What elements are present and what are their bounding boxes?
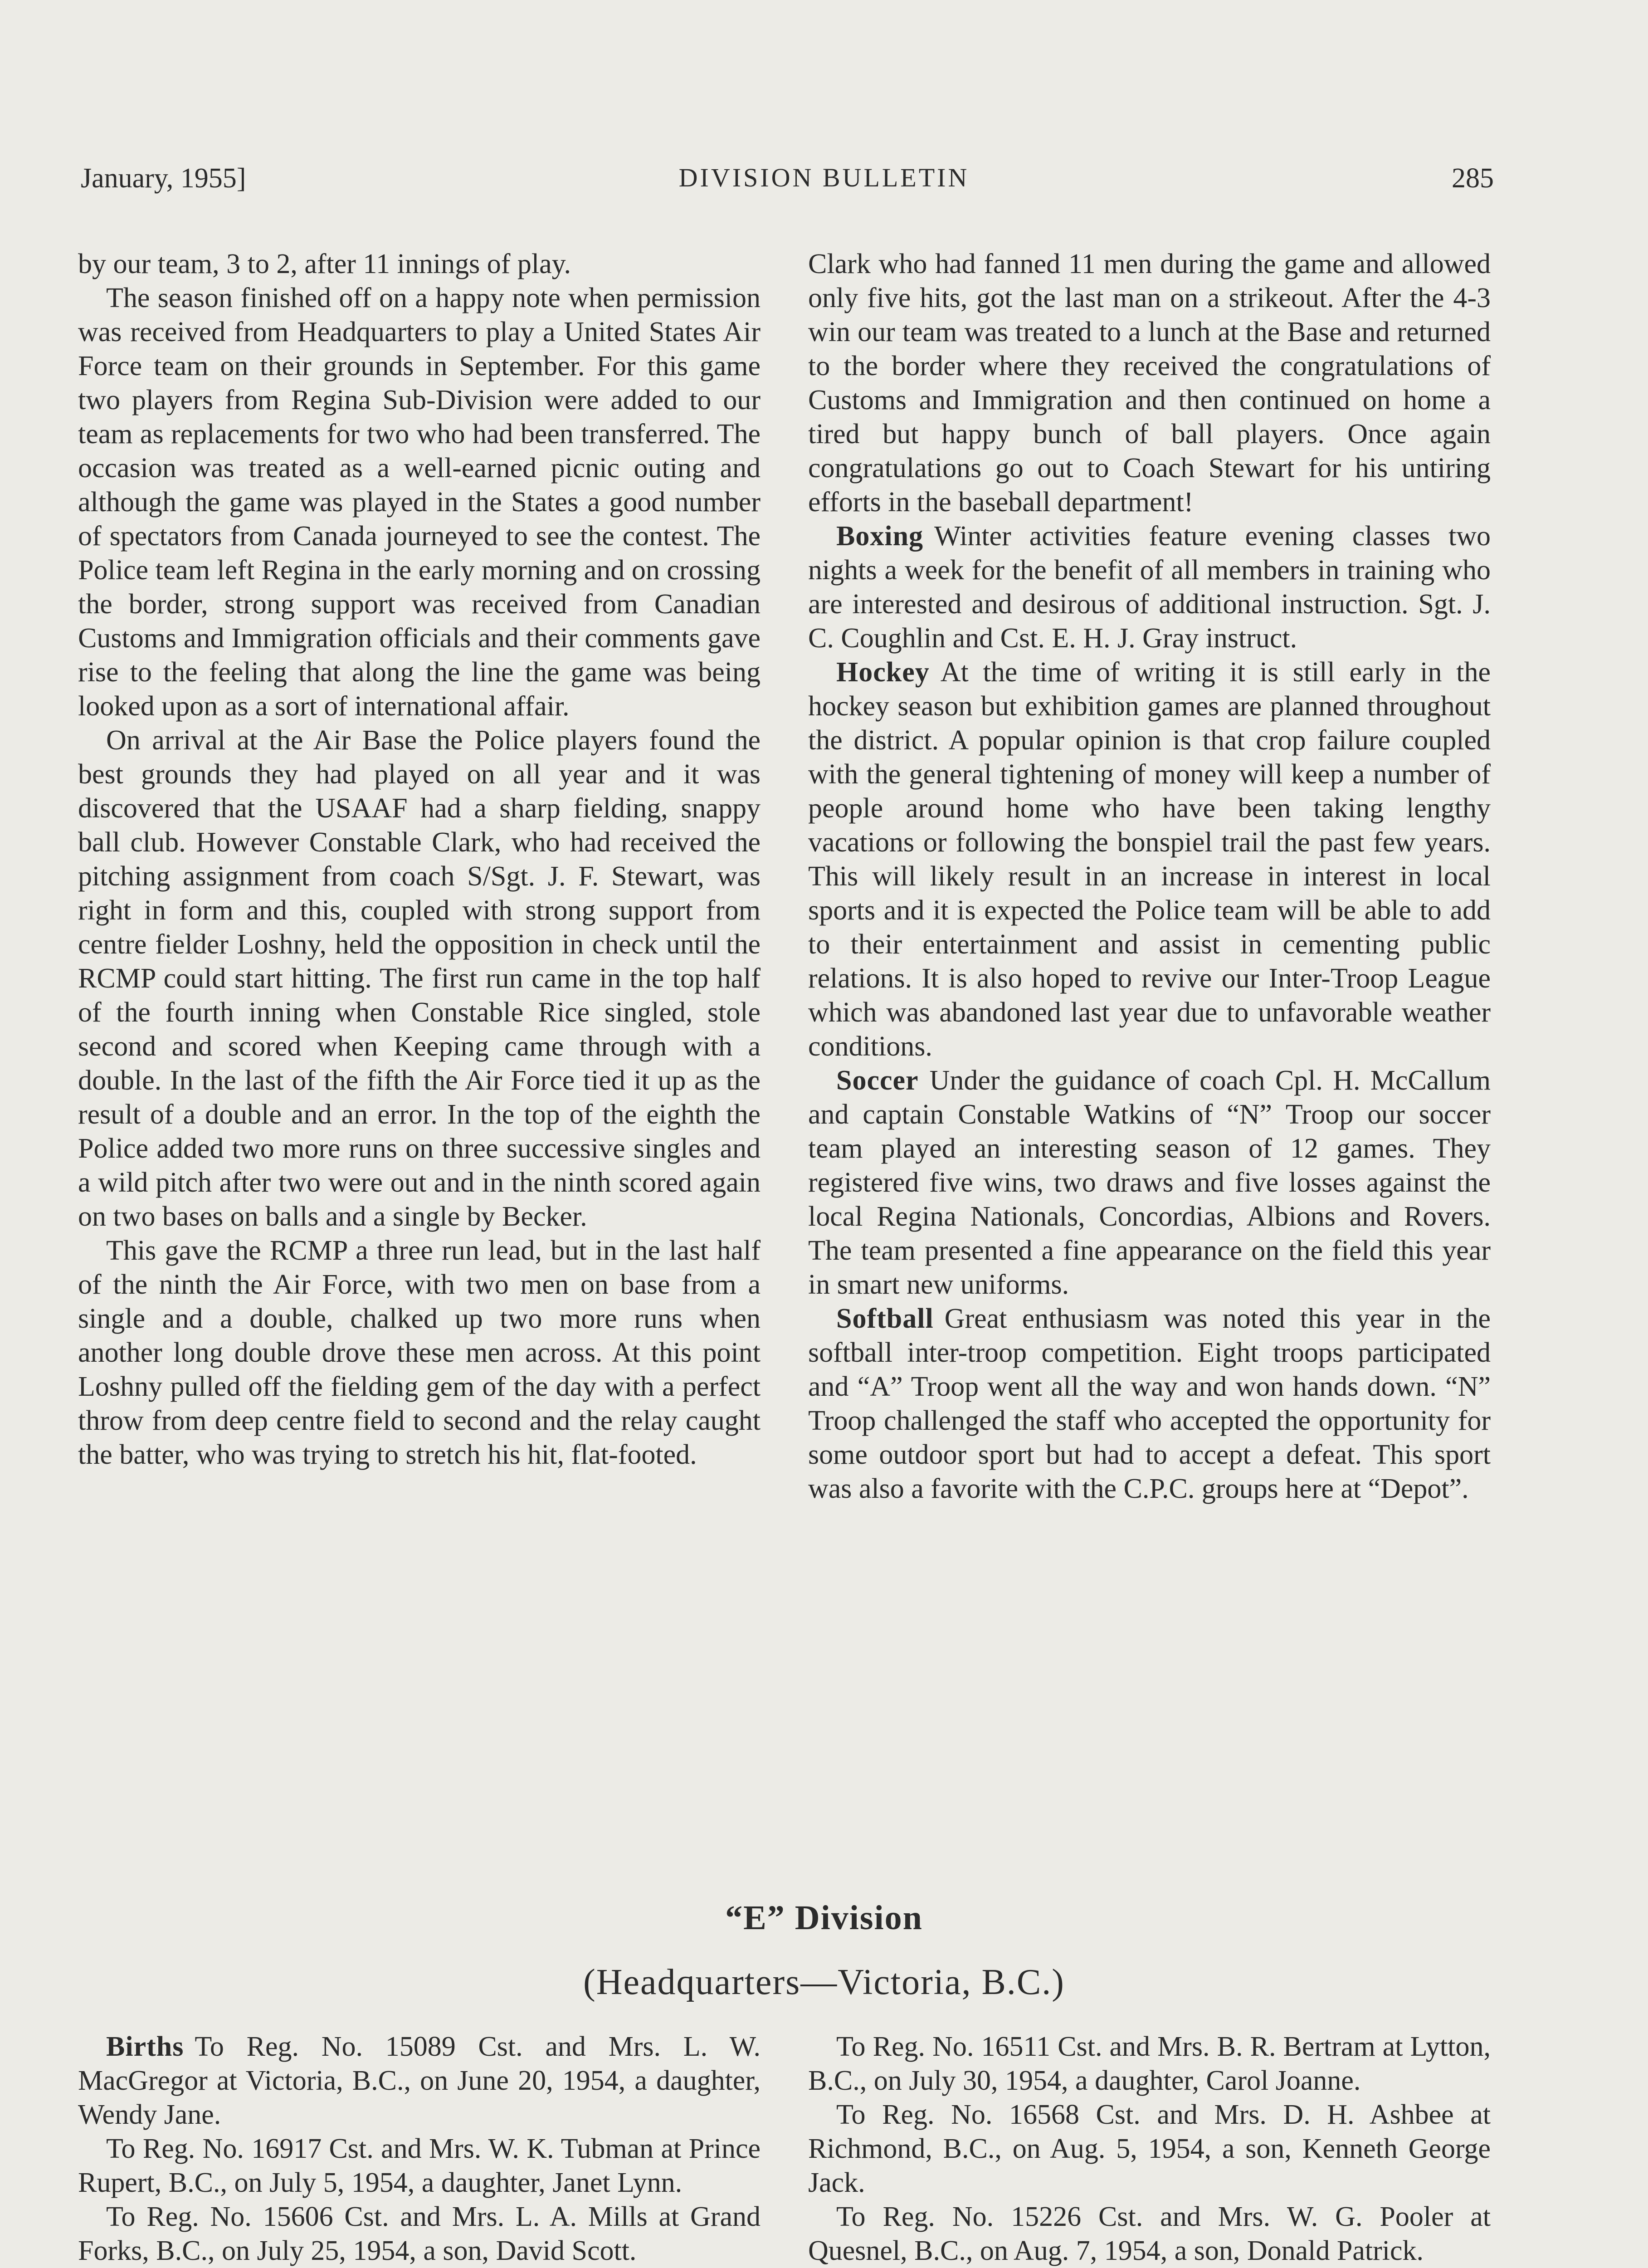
section-text: Under the guidance of coach Cpl. H. McCallum and captain Constable Watkins of “N” Troop our soccer team played an interesting season of 12 games. They registered five wins, two draws and five losses against the local Regina Nationals, Concordias, Albions and Rovers. The team presented a fine appearance on the field this year in smart new uniforms.	[808, 1065, 1491, 1300]
birth-entry: To Reg. No. 15226 Cst. and Mrs. W. G. Pooler at Quesnel, B.C., on Aug. 7, 1954, a son, Donald Patrick.	[808, 2201, 1491, 2266]
birth-entry: To Reg. No. 15606 Cst. and Mrs. L. A. Mills at Grand Forks, B.C., on July 25, 1954, a son, David Scott.	[78, 2201, 761, 2266]
section-softball	[808, 1302, 1491, 1506]
paragraph: Clark who had fanned 11 men during the game and allowed only five hits, got the last man on a strikeout. After the 4-3 win our team was treated to a lunch at the Base and returned to the border where they received the congratulations of Customs and Immigration and then continued on home a tired but happy bunch of ball players. Once again congratulations go out to Coach Stewart for his untiring efforts in the baseball department!	[808, 249, 1491, 518]
paragraph: This gave the RCMP a three run lead, but in the last half of the ninth the Air Force, with two men on base from a single and a double, chalked up two more runs when another long double drove these men across. At this point Loshny pulled off the fielding gem of the day with a perfect throw from deep centre field to second and the relay caught the batter, who was trying to stretch his hit, flat-footed.	[78, 1235, 761, 1470]
birth-entry: To Reg. No. 16917 Cst. and Mrs. W. K. Tubman at Prince Rupert, B.C., on July 5, 1954, a daughter, Janet Lynn.	[78, 2133, 761, 2198]
birth-entry: Births To Reg. No. 15089 Cst. and Mrs. L. W. MacGregor at Victoria, B.C., on June 20, 1954, a daughter, Wendy Jane.	[78, 2031, 761, 2130]
section-heading: Hockey	[836, 657, 930, 688]
birth-entry: To Reg. No. 16511 Cst. and Mrs. B. R. Bertram at Lytton, B.C., on July 30, 1954, a daughter, Carol Joanne.	[808, 2031, 1491, 2096]
section-heading: Soccer	[836, 1065, 919, 1096]
section-heading: Boxing	[836, 521, 924, 552]
left-column	[78, 247, 761, 1472]
page-number: 285	[1452, 163, 1494, 194]
division-subheading: (Headquarters—Victoria, B.C.)	[583, 1962, 1065, 2002]
section-hockey	[808, 655, 1491, 1064]
section-heading: Softball	[836, 1303, 934, 1334]
paragraph: by our team, 3 to 2, after 11 innings of play.	[78, 249, 571, 279]
section-text: Great enthusiasm was noted this year in the softball inter-troop competition. Eight troops participated and “A” Troop went all the way and won hands down. “N” Troop challenged the staff who accepted the opportunity for some outdoor sport but had to accept a defeat. This sport was also a favorite with the C.P.C. groups here at “Depot”.	[808, 1303, 1491, 1504]
section-text: Winter activities feature evening classes two nights a week for the benefit of all members in training who are interested and desirous of additional instruction. Sgt. J. C. Coughlin and Cst. E. H. J. Gray instruct.	[808, 521, 1491, 654]
births-right-column	[808, 2030, 1491, 2268]
paragraph: The season finished off on a happy note when permission was received from Headquarters to play a United States Air Force team on their grounds in September. For this game two players from Regina Sub-Division were added to our team as replacements for two who had been transferred. The occasion was treated as a well-earned picnic outing and although the game was played in the States a good number of spectators from Canada journeyed to see the contest. The Police team left Regina in the early morning and on crossing the border, strong support was received from Canadian Customs and Immigration officials and their comments gave rise to the feeling that along the line the game was being looked upon as a sort of international affair.	[78, 283, 761, 722]
publication-title: DIVISION BULLETIN	[678, 163, 970, 192]
division-heading: “E” Division	[725, 1899, 923, 1937]
section-soccer	[808, 1064, 1491, 1302]
births-heading: Births	[106, 2031, 184, 2062]
births-left-column	[78, 2030, 761, 2268]
section-boxing	[808, 519, 1491, 655]
birth-entry: To Reg. No. 16568 Cst. and Mrs. D. H. Ashbee at Richmond, B.C., on Aug. 5, 1954, a son, Kenneth George Jack.	[808, 2099, 1491, 2198]
running-header	[0, 162, 1648, 203]
paragraph: On arrival at the Air Base the Police players found the best grounds they had played on all year and it was discovered that the USAAF had a sharp fielding, snappy ball club. However Constable Clark, who had received the pitching assignment from coach S/Sgt. J. F. Stewart, was right in form and this, coupled with strong support from centre fielder Loshny, held the opposition in check until the RCMP could start hitting. The first run came in the top half of the fourth inning when Constable Rice singled, stole second and scored when Keeping came through with a double. In the last of the fifth the Air Force tied it up as the result of a double and an error. In the top of the eighth the Police added two more runs on three successive singles and a wild pitch after two were out and in the ninth scored again on two bases on balls and a single by Becker.	[78, 725, 761, 1232]
issue-date: January, 1955]	[81, 163, 246, 194]
section-text: At the time of writing it is still early in the hockey season but exhibition games are planned throughout the district. A popular opinion is that crop failure coupled with the general tightening of money will keep a number of people around home who have been taking lengthy vacations or following the bonspiel trail the past few years. This will likely result in an increase in interest in local sports and it is expected the Police team will be able to add to their entertainment and assist in cementing public relations. It is also hoped to revive our Inter-Troop League which was abandoned last year due to unfavorable weather conditions.	[808, 657, 1491, 1062]
right-column	[808, 247, 1491, 1506]
